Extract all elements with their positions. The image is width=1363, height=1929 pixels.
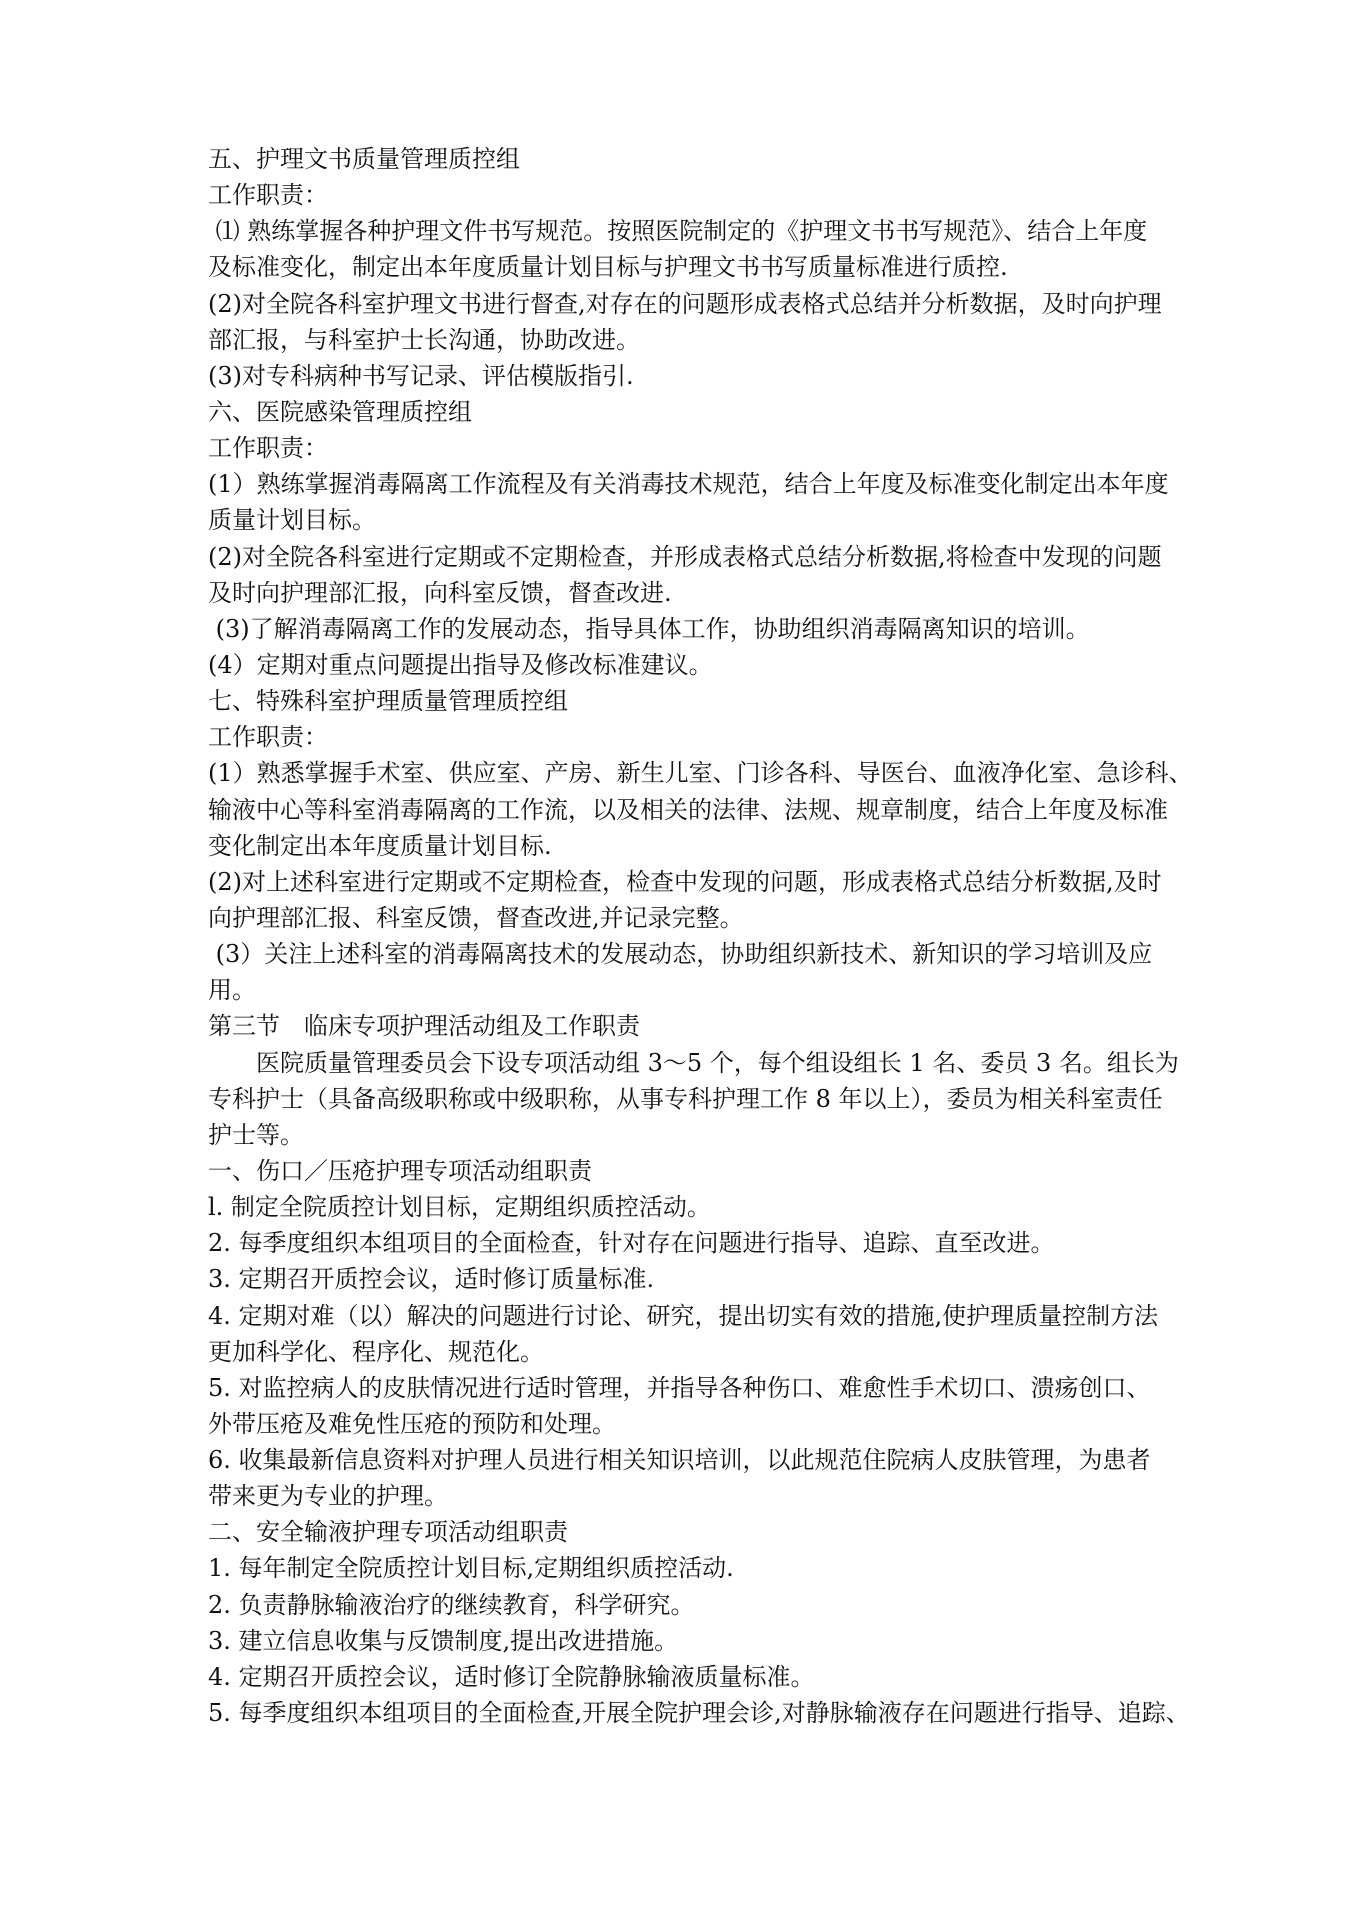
text-line: (2)对全院各科室护理文书进行督查,对存在的问题形成表格式总结并分析数据，及时向护理 xyxy=(208,289,1162,318)
text-line: 一、伤口／压疮护理专项活动组职责 xyxy=(208,1156,592,1185)
text-line: 1. 每年制定全院质控计划目标,定期组织质控活动. xyxy=(208,1554,734,1583)
text-line: 六、医院感染管理质控组 xyxy=(208,397,472,426)
text-line: (2)对全院各科室进行定期或不定期检查，并形成表格式总结分析数据,将检查中发现的问题 xyxy=(208,542,1162,571)
text-line: (3)对专科病种书写记录、评估模版指引. xyxy=(208,361,634,390)
text-line: 工作职责： xyxy=(208,181,328,210)
text-line: 5. 每季度组织本组项目的全面检查,开展全院护理会诊,对静脉输液存在问题进行指导、追踪、 xyxy=(208,1699,1190,1728)
text-line: (1）熟练掌握消毒隔离工作流程及有关消毒技术规范，结合上年度及标准变化制定出本年度 xyxy=(208,470,1169,499)
text-line: (4）定期对重点问题提出指导及修改标准建议。 xyxy=(208,650,713,679)
text-line: 专科护士（具备高级职称或中级职称，从事专科护理工作 8 年以上），委员为相关科室责任 xyxy=(208,1084,1163,1113)
text-line: 用。 xyxy=(208,976,256,1005)
text-line: 更加科学化、程序化、规范化。 xyxy=(208,1337,544,1366)
text-line: 变化制定出本年度质量计划目标. xyxy=(208,831,552,860)
text-line: 3. 建立信息收集与反馈制度,提出改进措施。 xyxy=(208,1626,679,1655)
text-line: 部汇报，与科室护士长沟通，协助改进。 xyxy=(208,325,640,354)
text-line: 带来更为专业的护理。 xyxy=(208,1482,448,1511)
text-line: 及时向护理部汇报，向科室反馈，督查改进. xyxy=(208,578,672,607)
text-line: (2)对上述科室进行定期或不定期检查，检查中发现的问题，形成表格式总结分析数据,及时 xyxy=(208,867,1162,896)
text-line: 3. 定期召开质控会议，适时修订质量标准. xyxy=(208,1265,655,1294)
text-line: 工作职责： xyxy=(208,434,328,463)
document-body xyxy=(208,141,1198,1731)
text-line: 外带压疮及难免性压疮的预防和处理。 xyxy=(208,1409,616,1438)
text-line: 二、安全输液护理专项活动组职责 xyxy=(208,1518,568,1547)
text-line: (1）熟悉掌握手术室、供应室、产房、新生儿室、门诊各科、导医台、血液净化室、急诊科、 xyxy=(208,759,1193,788)
text-line: 及标准变化，制定出本年度质量计划目标与护理文书书写质量标准进行质控. xyxy=(208,253,1008,282)
text-line: 五、护理文书质量管理质控组 xyxy=(208,145,520,173)
text-line: 质量计划目标。 xyxy=(208,506,376,535)
text-line: 2. 负责静脉输液治疗的继续教育，科学研究。 xyxy=(208,1590,695,1619)
text-line: 2. 每季度组织本组项目的全面检查，针对存在问题进行指导、追踪、直至改进。 xyxy=(208,1229,1055,1258)
text-line: (3）关注上述科室的消毒隔离技术的发展动态，协助组织新技术、新知识的学习培训及应 xyxy=(208,940,1153,969)
text-line: 向护理部汇报、科室反馈，督查改进,并记录完整。 xyxy=(208,903,744,932)
text-line: 医院质量管理委员会下设专项活动组 3～5 个，每个组设组长 1 名、委员 3 名。组长为 xyxy=(208,1048,1179,1077)
text-line: 输液中心等科室消毒隔离的工作流，以及相关的法律、法规、规章制度，结合上年度及标准 xyxy=(208,795,1168,824)
text-line: 护士等。 xyxy=(208,1120,304,1149)
text-line: 4. 定期对难（以）解决的问题进行讨论、研究，提出切实有效的措施,使护理质量控制方法 xyxy=(208,1301,1159,1330)
text-line: 4. 定期召开质控会议，适时修订全院静脉输液质量标准。 xyxy=(208,1662,815,1691)
text-line: l. 制定全院质控计划目标，定期组织质控活动。 xyxy=(208,1193,711,1222)
text-line: 5. 对监控病人的皮肤情况进行适时管理，并指导各种伤口、难愈性手术切口、溃疡创口、 xyxy=(208,1373,1151,1402)
text-line: 6. 收集最新信息资料对护理人员进行相关知识培训，以此规范住院病人皮肤管理，为患者 xyxy=(208,1446,1151,1475)
text-line: (3)了解消毒隔离工作的发展动态，指导具体工作，协助组织消毒隔离知识的培训。 xyxy=(208,614,1090,643)
text-line: 第三节 临床专项护理活动组及工作职责 xyxy=(208,1012,640,1041)
text-line: 工作职责： xyxy=(208,723,328,752)
text-line: ⑴ 熟练掌握各种护理文件书写规范。按照医院制定的《护理文书书写规范》、结合上年度 xyxy=(208,217,1148,246)
text-line: 七、特殊科室护理质量管理质控组 xyxy=(208,687,568,716)
